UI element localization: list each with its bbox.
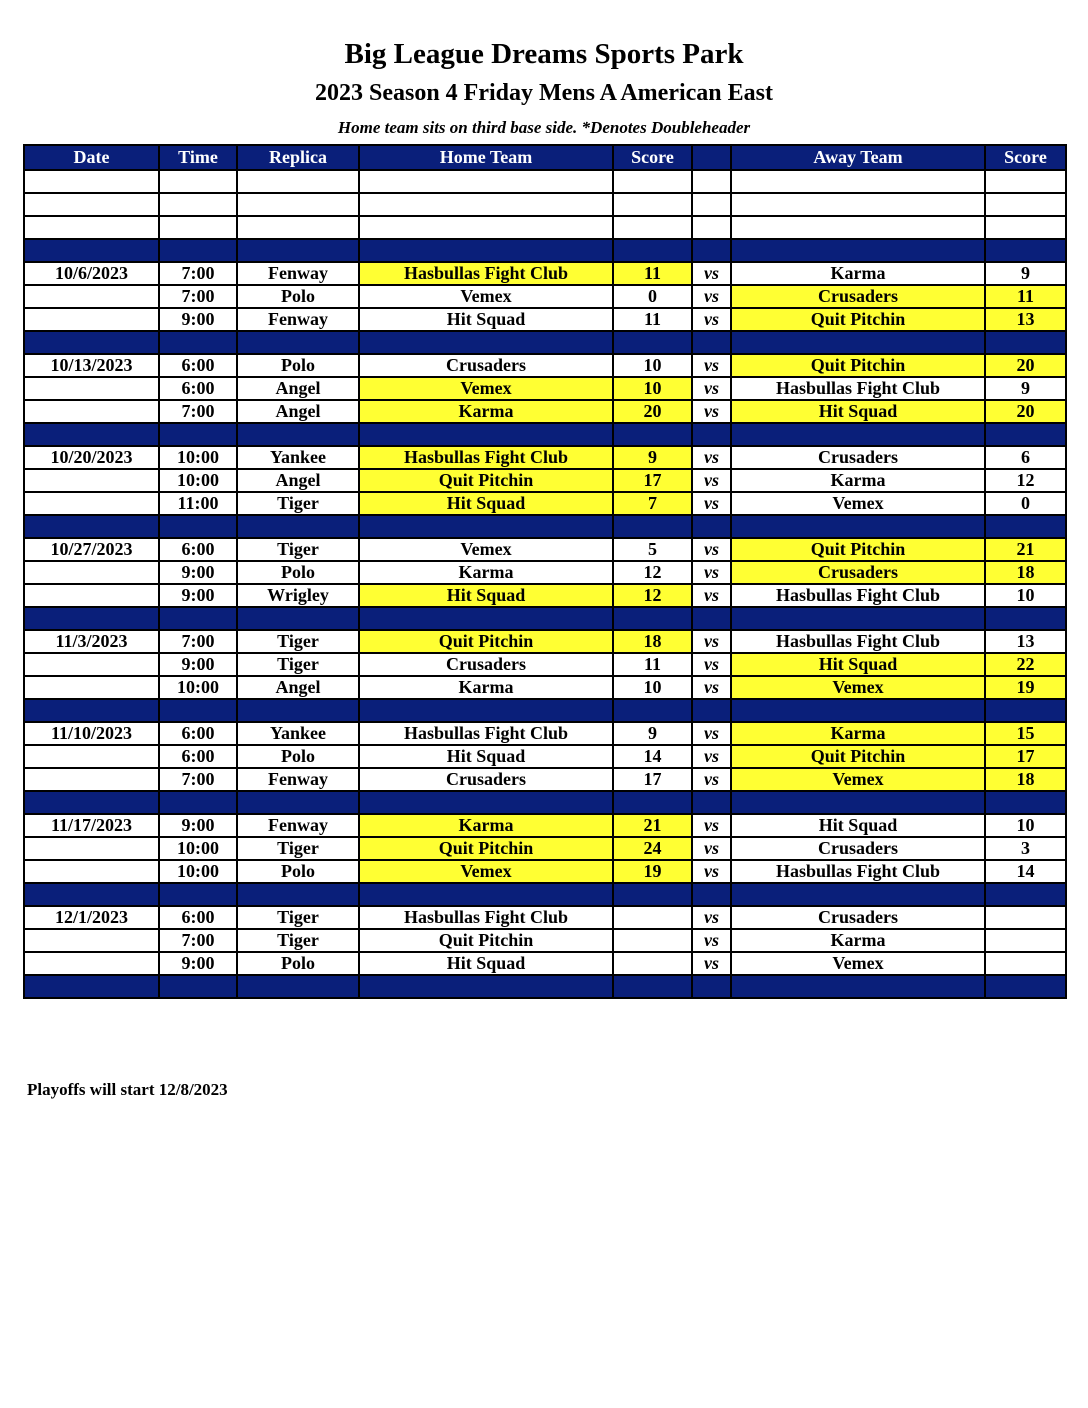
home-score: 10 [613,377,692,400]
home-team: Hasbullas Fight Club [359,262,613,285]
game-date-empty [24,308,159,331]
away-team: Karma [731,262,985,285]
game-replica: Fenway [237,262,359,285]
home-team: Vemex [359,377,613,400]
col-home-score: Score [613,145,692,170]
home-score: 24 [613,837,692,860]
home-team: Hit Squad [359,745,613,768]
home-team: Karma [359,814,613,837]
away-team: Crusaders [731,906,985,929]
separator-row [24,331,1066,354]
col-vs [692,145,731,170]
home-team: Crusaders [359,653,613,676]
away-team: Hasbullas Fight Club [731,584,985,607]
home-team: Hasbullas Fight Club [359,906,613,929]
game-replica: Angel [237,469,359,492]
schedule-table [23,144,1067,999]
game-row [24,929,1066,952]
game-row [24,377,1066,400]
separator-row [24,699,1066,722]
home-team: Karma [359,676,613,699]
game-replica: Tiger [237,906,359,929]
game-time: 9:00 [159,653,237,676]
home-team: Karma [359,400,613,423]
page-subtitle: 2023 Season 4 Friday Mens A American East [314,80,773,106]
away-score: 9 [985,262,1066,285]
away-team: Hit Squad [731,814,985,837]
game-date-empty [24,745,159,768]
vs-label: vs [692,906,731,929]
away-score [985,906,1066,929]
game-date: 11/3/2023 [24,630,159,653]
game-row [24,538,1066,561]
away-score: 14 [985,860,1066,883]
away-team: Hasbullas Fight Club [731,630,985,653]
home-score: 10 [613,676,692,699]
vs-label: vs [692,561,731,584]
away-score: 11 [985,285,1066,308]
game-time: 9:00 [159,308,237,331]
game-date-empty [24,860,159,883]
game-replica: Polo [237,285,359,308]
away-score [985,952,1066,975]
game-time: 11:00 [159,492,237,515]
game-time: 10:00 [159,837,237,860]
separator-row [24,883,1066,906]
away-team: Quit Pitchin [731,354,985,377]
page-title: Big League Dreams Sports Park [344,38,744,70]
game-date: 10/27/2023 [24,538,159,561]
vs-label: vs [692,768,731,791]
home-team: Karma [359,561,613,584]
game-row [24,262,1066,285]
home-score: 14 [613,745,692,768]
vs-label: vs [692,929,731,952]
separator-row [24,791,1066,814]
away-team: Vemex [731,676,985,699]
away-score: 10 [985,584,1066,607]
away-team: Karma [731,469,985,492]
away-score: 0 [985,492,1066,515]
home-team: Hasbullas Fight Club [359,446,613,469]
away-score: 15 [985,722,1066,745]
vs-label: vs [692,377,731,400]
game-row [24,561,1066,584]
away-score: 9 [985,377,1066,400]
game-time: 9:00 [159,952,237,975]
game-replica: Polo [237,745,359,768]
game-row [24,745,1066,768]
game-time: 9:00 [159,584,237,607]
game-time: 10:00 [159,446,237,469]
game-row [24,400,1066,423]
game-time: 7:00 [159,630,237,653]
away-team: Quit Pitchin [731,308,985,331]
away-team: Karma [731,722,985,745]
game-time: 10:00 [159,676,237,699]
game-time: 6:00 [159,354,237,377]
away-score: 18 [985,561,1066,584]
vs-label: vs [692,722,731,745]
game-date: 11/17/2023 [24,814,159,837]
home-score: 7 [613,492,692,515]
home-team: Hit Squad [359,952,613,975]
game-time: 7:00 [159,285,237,308]
home-score: 5 [613,538,692,561]
home-score [613,929,692,952]
game-date: 12/1/2023 [24,906,159,929]
game-row [24,308,1066,331]
game-row [24,952,1066,975]
game-time: 6:00 [159,538,237,561]
home-score: 17 [613,768,692,791]
game-row [24,584,1066,607]
game-row [24,860,1066,883]
home-score [613,906,692,929]
game-replica: Yankee [237,446,359,469]
game-replica: Fenway [237,814,359,837]
game-date: 10/13/2023 [24,354,159,377]
vs-label: vs [692,837,731,860]
vs-label: vs [692,469,731,492]
game-row [24,469,1066,492]
home-team: Vemex [359,538,613,561]
game-row [24,285,1066,308]
away-team: Crusaders [731,837,985,860]
game-replica: Fenway [237,768,359,791]
game-replica: Tiger [237,929,359,952]
home-team: Vemex [359,860,613,883]
vs-label: vs [692,492,731,515]
separator-row [24,515,1066,538]
col-home-team: Home Team [359,145,613,170]
game-row [24,814,1066,837]
game-date-empty [24,469,159,492]
vs-label: vs [692,354,731,377]
game-row [24,492,1066,515]
game-time: 6:00 [159,745,237,768]
away-score: 17 [985,745,1066,768]
game-row [24,722,1066,745]
footer-note: Playoffs will start 12/8/2023 [27,1080,228,1099]
game-replica: Polo [237,354,359,377]
away-score: 19 [985,676,1066,699]
separator-row [24,239,1066,262]
vs-label: vs [692,860,731,883]
home-score: 11 [613,308,692,331]
blank-row [24,216,1066,239]
away-score: 12 [985,469,1066,492]
away-team: Hit Squad [731,400,985,423]
home-score: 10 [613,354,692,377]
away-score: 6 [985,446,1066,469]
game-row [24,354,1066,377]
home-score: 11 [613,653,692,676]
game-replica: Tiger [237,538,359,561]
game-date-empty [24,837,159,860]
home-score: 19 [613,860,692,883]
game-date-empty [24,584,159,607]
away-score: 20 [985,354,1066,377]
game-time: 10:00 [159,860,237,883]
game-row [24,653,1066,676]
home-team: Crusaders [359,768,613,791]
separator-row [24,975,1066,998]
game-time: 6:00 [159,906,237,929]
game-row [24,837,1066,860]
blank-row [24,170,1066,193]
game-replica: Angel [237,377,359,400]
game-date: 10/20/2023 [24,446,159,469]
game-row [24,630,1066,653]
away-team: Crusaders [731,446,985,469]
game-date-empty [24,653,159,676]
home-score: 17 [613,469,692,492]
schedule-body [24,170,1066,998]
col-away-score: Score [985,145,1066,170]
home-score: 21 [613,814,692,837]
vs-label: vs [692,814,731,837]
away-score: 13 [985,630,1066,653]
home-score: 9 [613,722,692,745]
game-date-empty [24,377,159,400]
vs-label: vs [692,262,731,285]
away-team: Hit Squad [731,653,985,676]
away-score: 10 [985,814,1066,837]
away-team: Karma [731,929,985,952]
game-date-empty [24,952,159,975]
home-score: 12 [613,561,692,584]
vs-label: vs [692,630,731,653]
game-row [24,768,1066,791]
game-row [24,446,1066,469]
game-replica: Tiger [237,492,359,515]
vs-label: vs [692,446,731,469]
game-date-empty [24,400,159,423]
game-replica: Tiger [237,837,359,860]
away-team: Crusaders [731,561,985,584]
separator-row [24,423,1066,446]
vs-label: vs [692,400,731,423]
home-team: Quit Pitchin [359,469,613,492]
home-score [613,952,692,975]
home-score: 0 [613,285,692,308]
blank-row [24,193,1066,216]
vs-label: vs [692,538,731,561]
game-time: 10:00 [159,469,237,492]
vs-label: vs [692,952,731,975]
vs-label: vs [692,285,731,308]
away-score: 18 [985,768,1066,791]
game-date: 10/6/2023 [24,262,159,285]
home-team: Quit Pitchin [359,630,613,653]
game-replica: Yankee [237,722,359,745]
home-team: Hit Squad [359,308,613,331]
vs-label: vs [692,308,731,331]
away-score [985,929,1066,952]
home-score: 9 [613,446,692,469]
away-team: Vemex [731,768,985,791]
game-date-empty [24,676,159,699]
game-time: 7:00 [159,400,237,423]
page-note: Home team sits on third base side. *Denotes Doubleheader [337,118,751,137]
game-row [24,906,1066,929]
home-team: Quit Pitchin [359,929,613,952]
game-date-empty [24,492,159,515]
vs-label: vs [692,676,731,699]
game-replica: Tiger [237,653,359,676]
away-team: Hasbullas Fight Club [731,377,985,400]
away-score: 20 [985,400,1066,423]
game-time: 6:00 [159,377,237,400]
vs-label: vs [692,653,731,676]
away-score: 3 [985,837,1066,860]
home-score: 18 [613,630,692,653]
separator-row [24,607,1066,630]
away-team: Hasbullas Fight Club [731,860,985,883]
home-team: Quit Pitchin [359,837,613,860]
game-replica: Tiger [237,630,359,653]
game-time: 7:00 [159,929,237,952]
away-score: 13 [985,308,1066,331]
vs-label: vs [692,584,731,607]
home-score: 20 [613,400,692,423]
home-team: Vemex [359,285,613,308]
game-time: 9:00 [159,561,237,584]
home-team: Hasbullas Fight Club [359,722,613,745]
game-replica: Polo [237,952,359,975]
home-score: 12 [613,584,692,607]
home-team: Hit Squad [359,584,613,607]
away-team: Vemex [731,492,985,515]
game-replica: Angel [237,400,359,423]
game-time: 6:00 [159,722,237,745]
game-time: 9:00 [159,814,237,837]
home-team: Crusaders [359,354,613,377]
game-date-empty [24,285,159,308]
col-date: Date [24,145,159,170]
vs-label: vs [692,745,731,768]
away-score: 21 [985,538,1066,561]
col-away-team: Away Team [731,145,985,170]
game-date-empty [24,929,159,952]
home-score: 11 [613,262,692,285]
away-team: Quit Pitchin [731,745,985,768]
away-team: Crusaders [731,285,985,308]
game-replica: Polo [237,561,359,584]
col-replica: Replica [237,145,359,170]
game-time: 7:00 [159,262,237,285]
game-replica: Polo [237,860,359,883]
game-row [24,676,1066,699]
home-team: Hit Squad [359,492,613,515]
game-replica: Fenway [237,308,359,331]
header-row [24,145,1066,170]
away-team: Quit Pitchin [731,538,985,561]
game-replica: Angel [237,676,359,699]
game-date-empty [24,768,159,791]
col-time: Time [159,145,237,170]
game-time: 7:00 [159,768,237,791]
game-date: 11/10/2023 [24,722,159,745]
game-date-empty [24,561,159,584]
game-replica: Wrigley [237,584,359,607]
away-score: 22 [985,653,1066,676]
away-team: Vemex [731,952,985,975]
